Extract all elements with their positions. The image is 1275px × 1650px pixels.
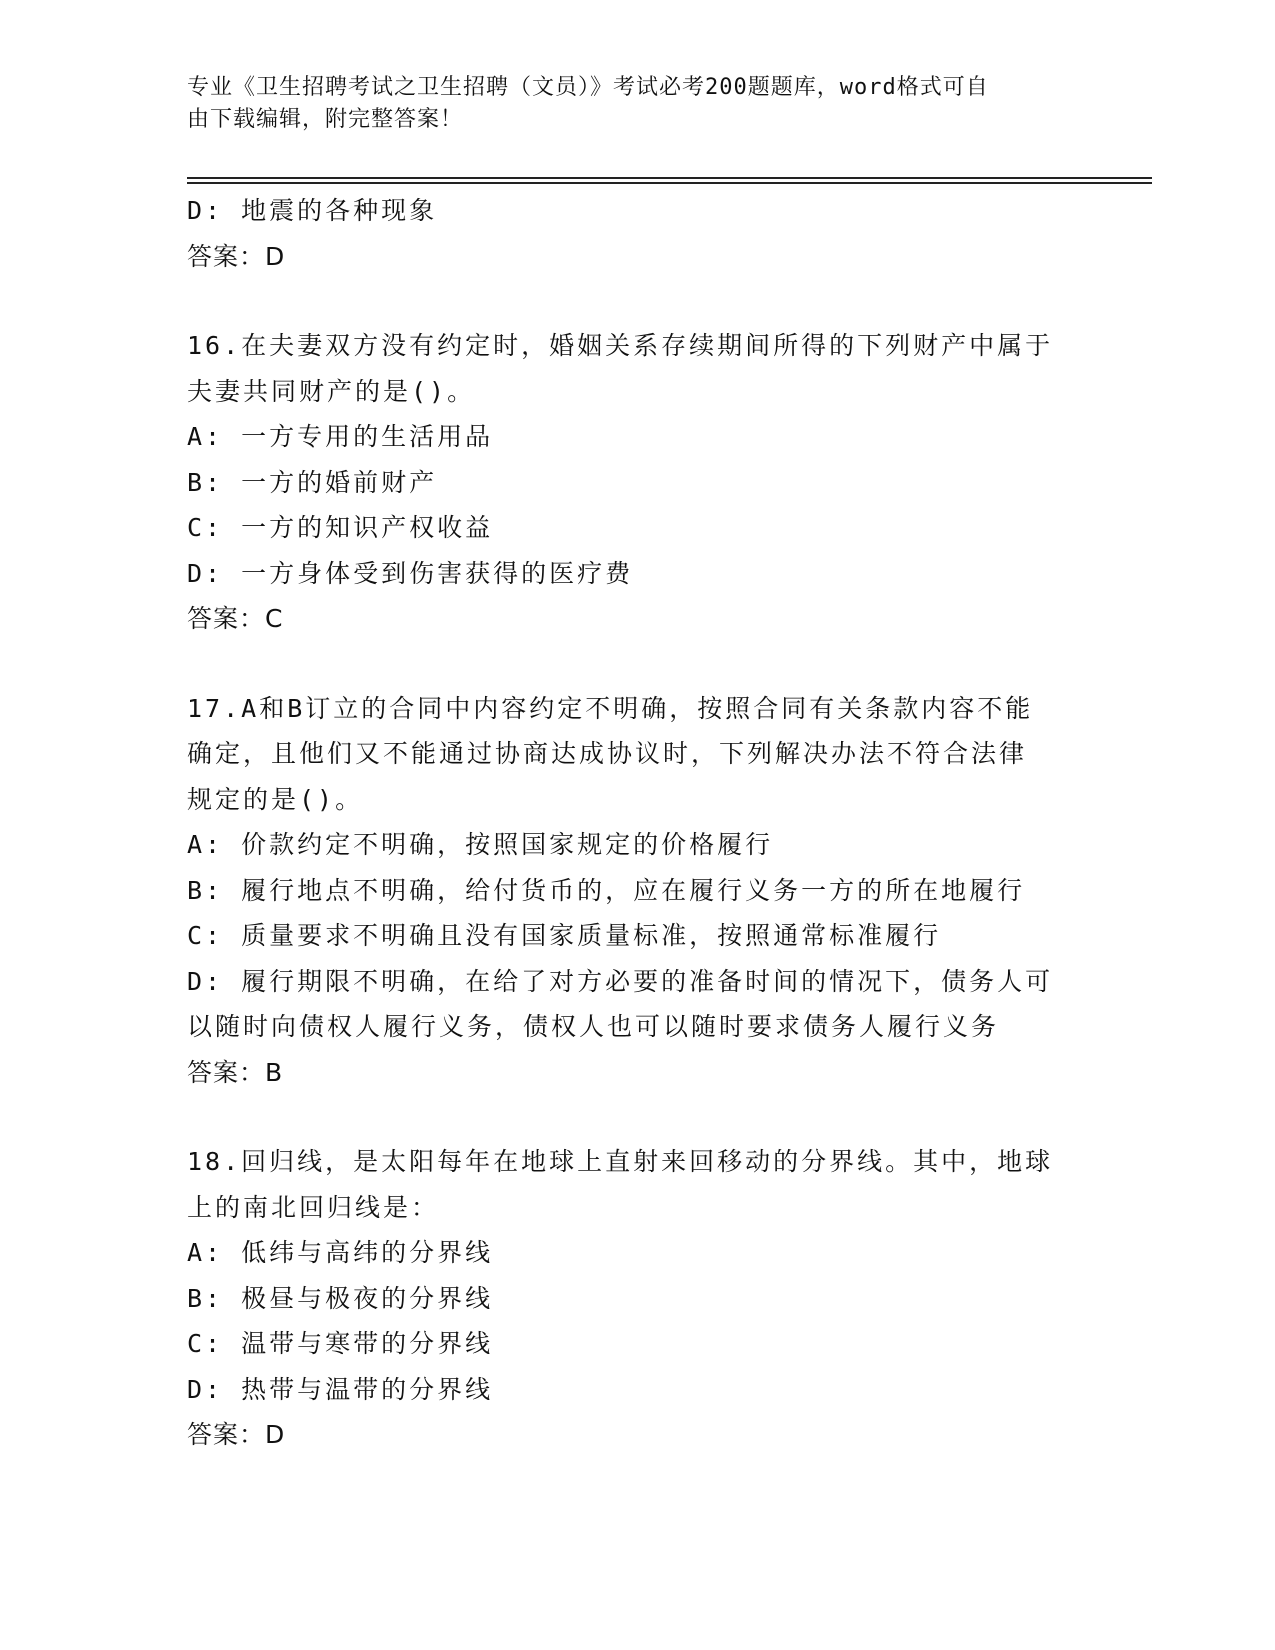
document-header	[187, 72, 1067, 136]
option-b: B: 一方的婚前财产	[187, 467, 438, 497]
option-d: D: 一方身体受到伤害获得的医疗费	[187, 558, 634, 588]
option-a: A: 低纬与高纬的分界线	[187, 1238, 494, 1267]
option-b: B: 极昼与极夜的分界线	[187, 1283, 494, 1313]
question-content	[187, 188, 1077, 1458]
header-line-2: 由下载编辑，附完整答案！	[187, 107, 464, 132]
answer-line: 答案：B	[187, 1057, 284, 1087]
option-c: C: 温带与寒带的分界线	[187, 1329, 494, 1358]
option-d: D: 地震的各种现象	[187, 196, 438, 225]
answer-line: 答案：D	[187, 241, 286, 271]
question-stem-line: 17.A和B订立的合同中内容约定不明确，按照合同有关条款内容不能	[187, 693, 1034, 723]
header-line-1: 专业《卫生招聘考试之卫生招聘（文员）》考试必考200题题库，word格式可自	[187, 75, 989, 100]
question-stem-line: 确定，且他们又不能通过协商达成协议时，下列解决办法不符合法律	[187, 739, 1028, 768]
previous-question-tail	[187, 188, 1077, 279]
option-d: D: 履行期限不明确，在给了对方必要的准备时间的情况下，债务人可	[187, 966, 1054, 996]
answer-line: 答案：D	[187, 1420, 286, 1449]
option-d: D: 热带与温带的分界线	[187, 1374, 494, 1404]
option-b: B: 履行地点不明确，给付货币的，应在履行义务一方的所在地履行	[187, 875, 1026, 905]
option-d-continued: 以随时向债权人履行义务，债权人也可以随时要求债务人履行义务	[187, 1012, 1000, 1041]
header-divider-top	[187, 177, 1152, 179]
question-stem-line: 夫妻共同财产的是()。	[187, 376, 476, 406]
answer-line: 答案：C	[187, 604, 284, 633]
header-divider-bottom	[187, 182, 1152, 184]
question-17	[187, 686, 1077, 1096]
option-a: A: 一方专用的生活用品	[187, 422, 494, 451]
option-c: C: 一方的知识产权收益	[187, 513, 494, 542]
question-stem-line: 16.在夫妻双方没有约定时，婚姻关系存续期间所得的下列财产中属于	[187, 331, 1054, 360]
question-stem-line: 18.回归线，是太阳每年在地球上直射来回移动的分界线。其中，地球	[187, 1147, 1054, 1176]
question-stem-line: 上的南北回归线是：	[187, 1192, 440, 1222]
question-18	[187, 1139, 1077, 1458]
question-stem-line: 规定的是()。	[187, 784, 364, 814]
option-a: A: 价款约定不明确，按照国家规定的价格履行	[187, 830, 774, 859]
option-c: C: 质量要求不明确且没有国家质量标准，按照通常标准履行	[187, 921, 942, 950]
question-16	[187, 323, 1077, 642]
